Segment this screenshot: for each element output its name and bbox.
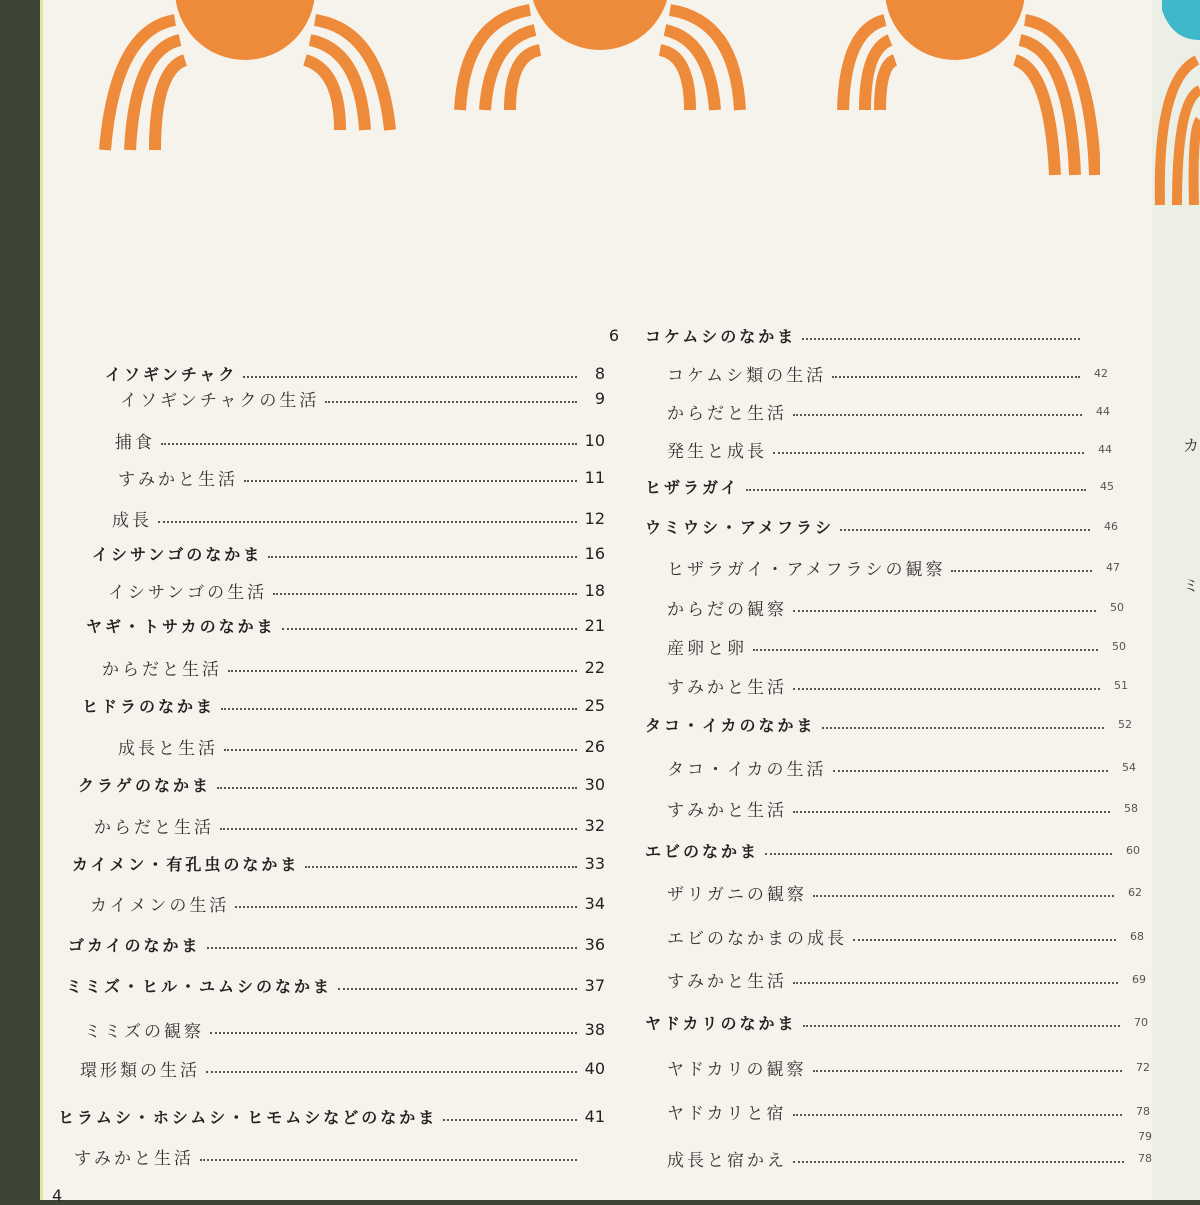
dot-leader xyxy=(803,1025,1120,1027)
toc-entry-title: ミミズ・ヒル・ユムシのなかま xyxy=(66,976,333,996)
toc-entry-title: すみかと生活 xyxy=(118,469,238,490)
dot-leader xyxy=(853,939,1116,941)
toc-entry xyxy=(74,1141,605,1171)
toc-entry xyxy=(68,929,605,959)
toc-entry xyxy=(108,575,605,605)
dot-leader xyxy=(813,895,1114,897)
toc-entry xyxy=(667,396,1110,426)
dot-leader xyxy=(235,906,577,908)
edge-text: カ xyxy=(1183,436,1200,455)
toc-entry-title: ヒラムシ・ホシムシ・ヒモムシなどのなかま xyxy=(58,1107,438,1127)
dot-leader xyxy=(305,866,577,868)
edge-text: ミ xyxy=(1183,576,1200,595)
toc-page-number: 6 xyxy=(608,325,619,345)
toc-entry xyxy=(667,921,1144,951)
toc-entry-title: コケムシのなかま xyxy=(645,326,797,346)
toc-entry xyxy=(86,610,605,640)
toc-entry xyxy=(58,1101,605,1131)
dot-leader xyxy=(243,376,577,378)
dot-leader xyxy=(793,1161,1124,1163)
toc-page-number: 78 xyxy=(1136,1104,1150,1118)
toc-entry xyxy=(645,709,1132,739)
dot-leader xyxy=(221,708,577,710)
toc-page-number: 78 xyxy=(1138,1151,1152,1165)
toc-entry-title: ヒザラガイ・アメフラシの観察 xyxy=(667,559,946,580)
toc-entry-title: からだと生活 xyxy=(102,659,222,680)
toc-page-number: 52 xyxy=(1118,717,1132,731)
toc-entry-title: 成長と宿かえ xyxy=(667,1150,787,1171)
toc-page-number: 50 xyxy=(1112,639,1126,653)
toc-entry-title: からだと生活 xyxy=(94,817,214,838)
toc-entry-title: からだの観察 xyxy=(667,599,787,620)
toc-entry-title: ゴカイのなかま xyxy=(68,935,201,955)
dot-leader xyxy=(793,1114,1123,1116)
toc-entry xyxy=(585,320,619,350)
toc-entry xyxy=(667,552,1120,582)
toc-entry xyxy=(645,835,1140,865)
dot-leader xyxy=(268,556,577,558)
toc-entry-title: ヒドラのなかま xyxy=(82,696,216,716)
toc-entry-title: ヤドカリと宿 xyxy=(667,1103,787,1124)
toc-page-number: 44 xyxy=(1098,442,1112,456)
toc-entry xyxy=(667,964,1146,994)
toc-page-number: 36 xyxy=(584,934,605,954)
toc-page-number: 62 xyxy=(1128,885,1142,899)
toc-entry xyxy=(84,1014,605,1044)
dot-leader xyxy=(832,376,1080,378)
toc-page-number: 60 xyxy=(1126,843,1140,857)
toc-entry xyxy=(102,652,605,682)
toc-page-number: 51 xyxy=(1114,678,1128,692)
dot-leader xyxy=(228,670,577,672)
toc-entry xyxy=(112,503,605,533)
toc-entry xyxy=(90,888,605,918)
dot-leader xyxy=(338,988,577,990)
toc-entry-title: 捕食 xyxy=(115,432,155,453)
dot-leader xyxy=(443,1119,577,1121)
toc-entry xyxy=(667,752,1136,782)
toc-entry-title: ザリガニの観察 xyxy=(667,884,807,905)
dot-leader xyxy=(951,570,1092,572)
toc-entry-title: タコ・イカの生活 xyxy=(667,759,827,780)
toc-page-number: 40 xyxy=(584,1058,605,1078)
dot-leader xyxy=(753,649,1098,651)
toc-entry-title: カイメンの生活 xyxy=(90,895,230,916)
toc-page-number: 11 xyxy=(584,467,605,487)
toc-entry xyxy=(667,1052,1150,1082)
toc-entry xyxy=(667,1143,1152,1173)
spider-icon xyxy=(450,0,750,120)
dot-leader xyxy=(158,521,577,523)
toc-entry-title: すみかと生活 xyxy=(667,677,787,698)
toc-page-number: 12 xyxy=(584,508,605,528)
toc-entry xyxy=(118,731,605,761)
toc-entry-title: イシサンゴの生活 xyxy=(108,582,268,603)
toc-page-number: 26 xyxy=(584,736,605,756)
toc-page-number: 68 xyxy=(1130,929,1144,943)
dot-leader xyxy=(244,480,577,482)
toc-entry xyxy=(120,383,605,413)
dot-leader xyxy=(282,628,577,630)
toc-page-number: 46 xyxy=(1104,519,1118,533)
toc-entry xyxy=(645,320,1108,350)
page-number: 4 xyxy=(52,1186,63,1205)
toc-entry xyxy=(667,1096,1150,1126)
toc-entry-title: ヤギ・トサカのなかま xyxy=(86,616,276,636)
toc-entry xyxy=(667,793,1138,823)
toc-page-number: 18 xyxy=(584,580,605,600)
toc-page-number: 32 xyxy=(584,815,605,835)
dot-leader xyxy=(793,982,1118,984)
dot-leader xyxy=(207,947,577,949)
dot-leader xyxy=(200,1159,577,1161)
toc-page-number: 44 xyxy=(1096,404,1110,418)
toc-page-number: 47 xyxy=(1106,560,1120,574)
dot-leader xyxy=(217,787,577,789)
toc-entry-title: ヤドカリのなかま xyxy=(645,1013,797,1033)
spider-icon xyxy=(835,0,1100,180)
toc-entry xyxy=(66,970,605,1000)
toc-entry xyxy=(667,592,1124,622)
spider-icon xyxy=(95,0,400,160)
toc-entry-title: エビのなかまの成長 xyxy=(667,928,847,949)
dot-leader xyxy=(206,1071,577,1073)
toc-entry-title: イソギンチャク xyxy=(105,364,238,384)
toc-page-number: 37 xyxy=(584,975,605,995)
toc-entry-title: からだと生活 xyxy=(667,403,787,424)
toc-entry xyxy=(667,358,1108,388)
toc-page-number: 45 xyxy=(1100,479,1114,493)
toc-entry xyxy=(115,425,605,455)
toc-entry-title: 成長と生活 xyxy=(118,738,218,759)
toc-page-number: 72 xyxy=(1136,1060,1150,1074)
spider-icon xyxy=(1152,0,1200,210)
toc-page-number: 21 xyxy=(584,615,605,635)
toc-entry xyxy=(72,848,605,878)
toc-entry-title: タコ・イカのなかま xyxy=(645,715,816,735)
toc-entry xyxy=(667,631,1126,661)
dot-leader xyxy=(793,688,1100,690)
toc-page-number: 22 xyxy=(584,657,605,677)
toc-entry-title: 成長 xyxy=(112,510,152,531)
toc-entry-title: ミミズの観察 xyxy=(84,1021,204,1042)
toc-entry-title: イソギンチャクの生活 xyxy=(120,390,320,411)
toc-entry xyxy=(94,810,605,840)
toc-entry xyxy=(667,877,1142,907)
toc-entry-title: クラゲのなかま xyxy=(78,775,212,795)
toc-entry-title: エビのなかま xyxy=(645,841,760,861)
dot-leader xyxy=(793,610,1096,612)
dot-leader xyxy=(746,489,1086,491)
dot-leader xyxy=(822,727,1104,729)
toc-page-number: 30 xyxy=(584,774,605,794)
toc-entry-title: イシサンゴのなかま xyxy=(92,544,263,564)
toc-entry-title: すみかと生活 xyxy=(667,971,787,992)
toc-entry xyxy=(667,434,1112,464)
toc-entry xyxy=(80,1053,605,1083)
toc-page-number: 70 xyxy=(1134,1015,1148,1029)
toc-page-number: 42 xyxy=(1094,366,1108,380)
toc-page-number: 9 xyxy=(594,388,605,408)
dot-leader xyxy=(210,1032,577,1034)
toc-entry-title: ヒザラガイ xyxy=(645,477,740,497)
dot-leader xyxy=(793,811,1110,813)
toc-entry-title: 環形類の生活 xyxy=(80,1060,200,1081)
toc-entry xyxy=(92,538,605,568)
toc-entry-title: ウミウシ・アメフラシ xyxy=(645,517,835,537)
toc-page-number: 50 xyxy=(1110,600,1124,614)
toc-page-number: 33 xyxy=(584,853,605,873)
toc-entry xyxy=(118,462,605,492)
toc-entry-title: カイメン・有孔虫のなかま xyxy=(72,854,300,874)
toc-page-number: 79 xyxy=(1138,1129,1152,1143)
toc-page-number: 54 xyxy=(1122,760,1136,774)
toc-entry-title: すみかと生活 xyxy=(667,800,787,821)
dot-leader xyxy=(793,414,1082,416)
toc-page-number: 69 xyxy=(1132,972,1146,986)
dot-leader xyxy=(833,770,1109,772)
toc-page-number: 16 xyxy=(584,543,605,563)
dot-leader xyxy=(802,338,1080,340)
toc-entry-title: 発生と成長 xyxy=(667,441,767,462)
dot-leader xyxy=(325,401,577,403)
dot-leader xyxy=(224,749,577,751)
toc-entry xyxy=(645,471,1114,501)
toc-entry-title: ヤドカリの観察 xyxy=(667,1059,807,1080)
toc-entry xyxy=(645,511,1118,541)
dot-leader xyxy=(220,828,577,830)
toc-entry-title: 産卵と卵 xyxy=(667,638,747,659)
toc-page-number: 41 xyxy=(584,1106,605,1126)
dot-leader xyxy=(161,443,577,445)
dot-leader xyxy=(773,452,1084,454)
toc-entry xyxy=(667,670,1128,700)
dot-leader xyxy=(840,529,1090,531)
toc-entry xyxy=(78,769,605,799)
toc-page-number: 38 xyxy=(584,1019,605,1039)
dot-leader xyxy=(273,593,577,595)
toc-page-number: 34 xyxy=(584,893,605,913)
toc-page-number: 25 xyxy=(584,695,605,715)
dot-leader xyxy=(813,1070,1123,1072)
toc-entry-title: コケムシ類の生活 xyxy=(667,365,827,386)
toc-page-number: 8 xyxy=(594,363,605,383)
toc-entry xyxy=(82,690,605,720)
toc-page-number: 10 xyxy=(584,430,605,450)
toc-entry-title: すみかと生活 xyxy=(74,1148,194,1169)
toc-entry xyxy=(645,1007,1148,1037)
dot-leader xyxy=(765,853,1112,855)
toc-page-number: 58 xyxy=(1124,801,1138,815)
